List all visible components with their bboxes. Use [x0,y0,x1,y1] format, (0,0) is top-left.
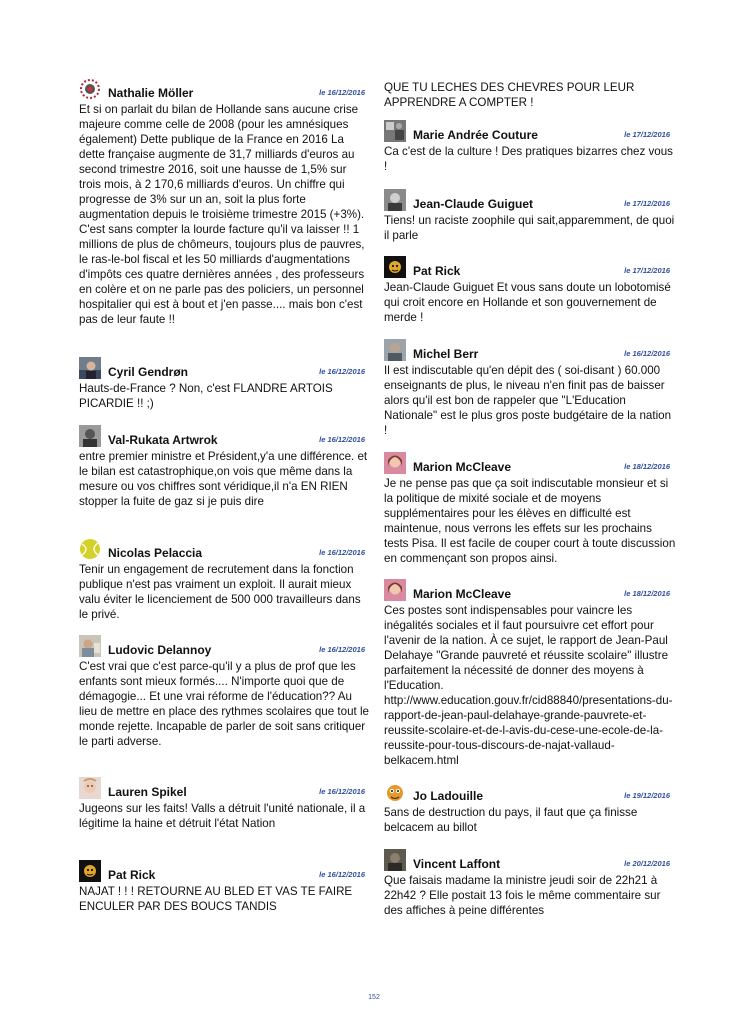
user-photo-icon [79,357,101,379]
comment [79,425,371,509]
user-photo-icon [79,635,101,657]
avatar[interactable] [79,860,101,882]
comment-date: le 16/12/2016 [319,435,365,444]
comment-date: le 19/12/2016 [624,791,670,800]
tennis-ball-icon [79,538,101,560]
comment-date: le 18/12/2016 [624,589,670,598]
avatar[interactable] [384,339,406,361]
comment-text: entre premier ministre et Président,y'a une différence. et le bilan est catastrophique,on vois que même dans la mesure ou vos chiffres sont véridique,il n'a EN RIEN stopper la fuite de gaz si je puis dire [79,450,368,508]
comment [384,579,676,768]
comment [384,120,676,174]
author-name[interactable]: Marion McCleave [413,460,512,474]
author-name[interactable]: Pat Rick [413,264,461,278]
comment-date: le 16/12/2016 [319,645,365,654]
author-name[interactable]: Nicolas Pelaccia [108,546,203,560]
comment-date: le 20/12/2016 [624,859,670,868]
author-name[interactable]: Vincent Laffont [413,857,501,871]
comment-date: le 16/12/2016 [319,870,365,879]
comment [79,357,371,411]
avatar[interactable] [79,635,101,657]
comment-text: C'est vrai que c'est parce-qu'il y a plus de prof que les enfants sont mieux formés.... N'importe quoi que de démagogie... Et une vrai réforme de l'éducation?? Au lieu de mettre en place des rythmes scolaires que tout le monde rejette. Incapable de parler de soit sans critiquer le parti adverse. [79,660,369,748]
author-name[interactable]: Lauren Spikel [108,785,187,799]
avatar[interactable] [79,78,101,100]
user-photo-icon [384,579,406,601]
avatar[interactable] [79,538,101,560]
author-name[interactable]: Nathalie Möller [108,86,194,100]
author-name[interactable]: Pat Rick [108,868,156,882]
user-photo-icon [384,339,406,361]
user-photo-icon [384,120,406,142]
avatar[interactable] [384,189,406,211]
pattern-avatar-icon [79,78,101,100]
comment-text: Il est indiscutable qu'en dépit des ( soi-disant ) 60.000 enseignants de plus, le niveau n'en finit pas de baisser alors qu'il est bon de rappeler que "L'Education Nationale" est le plus gros poste budgétaire de la nation ! [384,364,672,437]
author-name[interactable]: Jo Ladouille [413,789,484,803]
user-photo-icon [384,256,406,278]
avatar[interactable] [384,256,406,278]
avatar[interactable] [79,425,101,447]
author-name[interactable]: Ludovic Delannoy [108,643,212,657]
comment-text: Et si on parlait du bilan de Hollande sans aucune crise majeure comme celle de 2008 (pour les amnésiques également) Dette publique de la France en 2016 La dette française augmente de 31,7 milliards d'euros au second trimestre 2016, soit une hausse de 1,5% sur trois mois, à 2 170,6 milliards d'euros. Un chiffre qui progresse de 3% sur un an, soit la plus forte augmentation depuis le troisième trimestre 2015 (+3%). C'est sans compter la lourde facture qu'il va laisser !! 1 millions de plus de chômeurs, toujours plus de pauvres, le ras-le-bol fiscal et les 50 milliards d'augmentations d'impôts ces quatre dernières années , des professeurs en colère et on ne parle pas des policiers, un personnel hospitalier qui est à bout et j'en passe.... mais bon c'est pas de leur faute !! [79,103,365,326]
user-photo-icon [384,781,406,803]
comment [384,452,676,566]
avatar[interactable] [384,452,406,474]
comment-text: Tenir un engagement de recrutement dans la fonction publique n'est pas vraiment un exploit. Il aurait mieux valu éviter le licenciement de 500 000 travailleurs dans le privé. [79,563,361,621]
continued-comment-text: QUE TU LECHES DES CHEVRES POUR LEUR APPRENDRE A COMPTER ! [384,81,635,109]
author-name[interactable]: Jean-Claude Guiguet [413,197,534,211]
user-photo-icon [79,777,101,799]
comment-date: le 16/12/2016 [624,349,670,358]
comment [79,78,371,327]
comment-text: Que faisais madame la ministre jeudi soir de 22h21 à 22h42 ? Elle postait 13 fois le même commentaire sur des affiches à peine différentes [384,874,661,917]
user-photo-icon [384,452,406,474]
author-name[interactable]: Marie Andrée Couture [413,128,538,142]
user-photo-icon [384,849,406,871]
comment-date: le 17/12/2016 [624,130,670,139]
comment [79,635,371,749]
author-name[interactable]: Val-Rukata Artwrok [108,433,218,447]
author-name[interactable]: Marion McCleave [413,587,512,601]
avatar[interactable] [384,849,406,871]
comment-date: le 16/12/2016 [319,548,365,557]
comment-date: le 18/12/2016 [624,462,670,471]
comment-date: le 16/12/2016 [319,88,365,97]
comment-date: le 17/12/2016 [624,199,670,208]
author-name[interactable]: Michel Berr [413,347,479,361]
comment-text: NAJAT ! ! ! RETOURNE AU BLED ET VAS TE FAIRE ENCULER PAR DES BOUCS TANDIS [79,885,353,913]
comment-text: Tiens! un raciste zoophile qui sait,apparemment, de quoi il parle [384,214,675,242]
comment [384,339,676,438]
comment-text: Ca c'est de la culture ! Des pratiques bizarres chez vous ! [384,145,673,173]
user-photo-icon [79,425,101,447]
avatar[interactable] [79,357,101,379]
comment-date: le 17/12/2016 [624,266,670,275]
user-photo-icon [384,189,406,211]
comment [79,860,371,914]
comment-text: Jean-Claude Guiguet Et vous sans doute un lobotomisé qui croit encore en Hollande et son gouvernement de merde ! [384,281,671,324]
user-photo-icon [79,860,101,882]
comment-text: Jugeons sur les faits! Valls a détruit l'unité nationale, il a légitime la haine et détruit l'état Nation [79,802,366,830]
avatar[interactable] [79,777,101,799]
avatar[interactable] [384,120,406,142]
avatar[interactable] [384,579,406,601]
author-name[interactable]: Cyril Gendrøn [108,365,189,379]
comment-text: Hauts-de-France ? Non, c'est FLANDRE ARTOIS PICARDIE !! ;) [79,382,333,410]
comment [79,777,371,831]
comment [384,781,676,835]
comment-text: 5ans de destruction du pays, il faut que ça finisse belcacem au billot [384,806,638,834]
comment [384,849,676,918]
comment-text: Je ne pense pas que ça soit indiscutable monsieur et si la politique de mixité sociale et de moyens supplémentaires pour les élèves en difficulté est maintenue, nous verrons les effets sur les prochains tests Pisa. Il est facile de couper court à toute discussion en commençant son propos ainsi. [384,477,676,565]
page-number: 152 [368,994,380,1001]
comment [79,538,371,622]
comment [384,189,676,243]
comment-text: Ces postes sont indispensables pour vaincre les inégalités sociales et il faut poursuivre cet effort pour l'avenir de la nation. À ce sujet, le rapport de Jean-Paul Delahaye "Grande pauvreté et réussite scolaire" illustre parfaitement la nécessité de donner des moyens à l'Education. http://www.education.gouv.fr/cid88840/presentations-du-rapport-de-jean-paul-delahaye-grande-pauvrete-et-reussite-scolaire-et-de-l-avis-du-cese-une-ecole-de-la-reussite-pour-tous-discours-de-najat-vallaud-belkacem.html [384,604,673,767]
comment-date: le 16/12/2016 [319,367,365,376]
comment [384,256,676,325]
comment-date: le 16/12/2016 [319,787,365,796]
avatar[interactable] [384,781,406,803]
